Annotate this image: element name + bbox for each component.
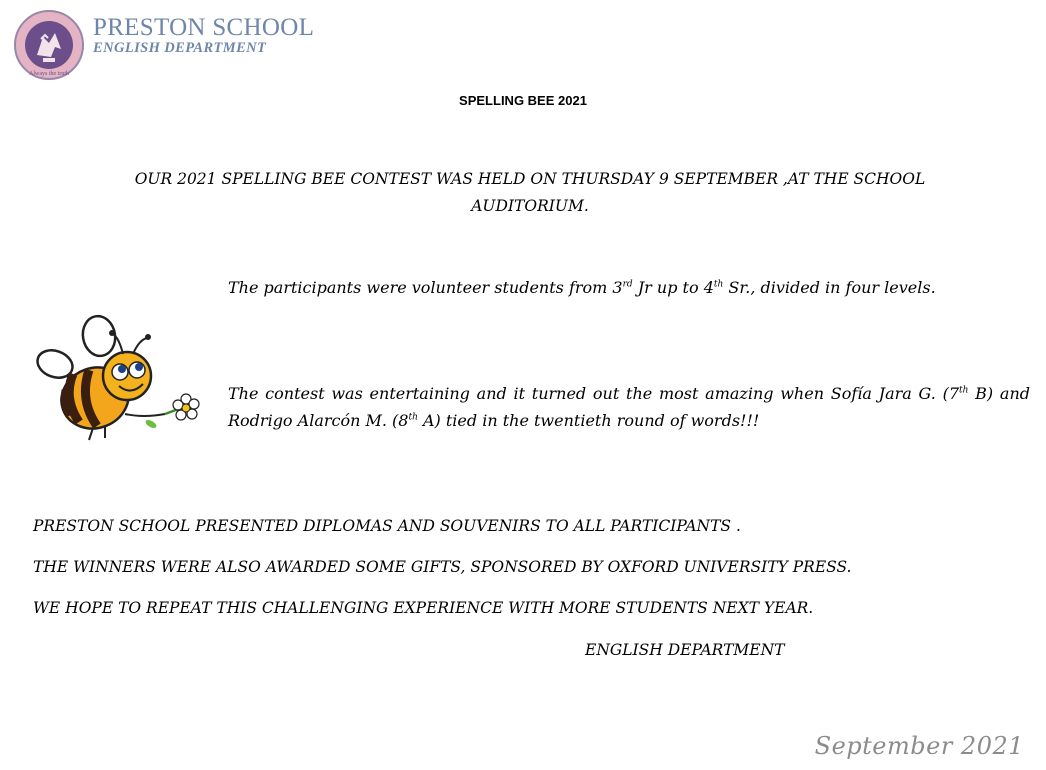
- footer-date: September 2021: [814, 732, 1024, 760]
- para1-text-2: Jr up to 4: [632, 278, 714, 297]
- signoff: ENGLISH DEPARTMENT: [585, 641, 785, 659]
- para2-text-2: B) and Rodrigo Alarcón M. (8: [228, 384, 1031, 430]
- para2-text-1: The contest was entertaining and it turned out the most amazing when Sofía Jara G. (7: [228, 384, 960, 403]
- school-name: PRESTON SCHOOL: [93, 14, 315, 41]
- bee-with-flower-icon: [33, 312, 203, 454]
- logo-motto: Always the truth: [29, 71, 69, 77]
- school-logo: [13, 9, 85, 81]
- para2-text-3: A) tied in the twentieth round of words!!!: [417, 411, 760, 430]
- department-name: ENGLISH DEPARTMENT: [93, 40, 267, 56]
- intro-paragraph: OUR 2021 SPELLING BEE CONTEST WAS HELD ON THURSDAY 9 SEPTEMBER ,AT THE SCHOOL AUDITORIUM.: [134, 170, 926, 215]
- contest-paragraph: [228, 380, 1030, 434]
- para1-sup-1: rd: [622, 279, 633, 290]
- closing-line-next-year: WE HOPE TO REPEAT THIS CHALLENGING EXPERIENCE WITH MORE STUDENTS NEXT YEAR.: [33, 599, 814, 617]
- page-title: SPELLING BEE 2021: [459, 93, 587, 108]
- closing-line-diplomas: PRESTON SCHOOL PRESENTED DIPLOMAS AND SOUVENIRS TO ALL PARTICIPANTS .: [33, 517, 741, 535]
- para1-text-1: The participants were volunteer students from 3: [228, 278, 623, 297]
- participants-paragraph: [228, 274, 1008, 301]
- para2-sup-2: th: [408, 412, 418, 423]
- closing-line-winners: THE WINNERS WERE ALSO AWARDED SOME GIFTS, SPONSORED BY OXFORD UNIVERSITY PRESS.: [33, 558, 852, 576]
- para2-sup-1: th: [959, 385, 969, 396]
- para1-sup-2: th: [713, 279, 724, 290]
- para1-text-3: Sr., divided in four levels.: [723, 278, 936, 297]
